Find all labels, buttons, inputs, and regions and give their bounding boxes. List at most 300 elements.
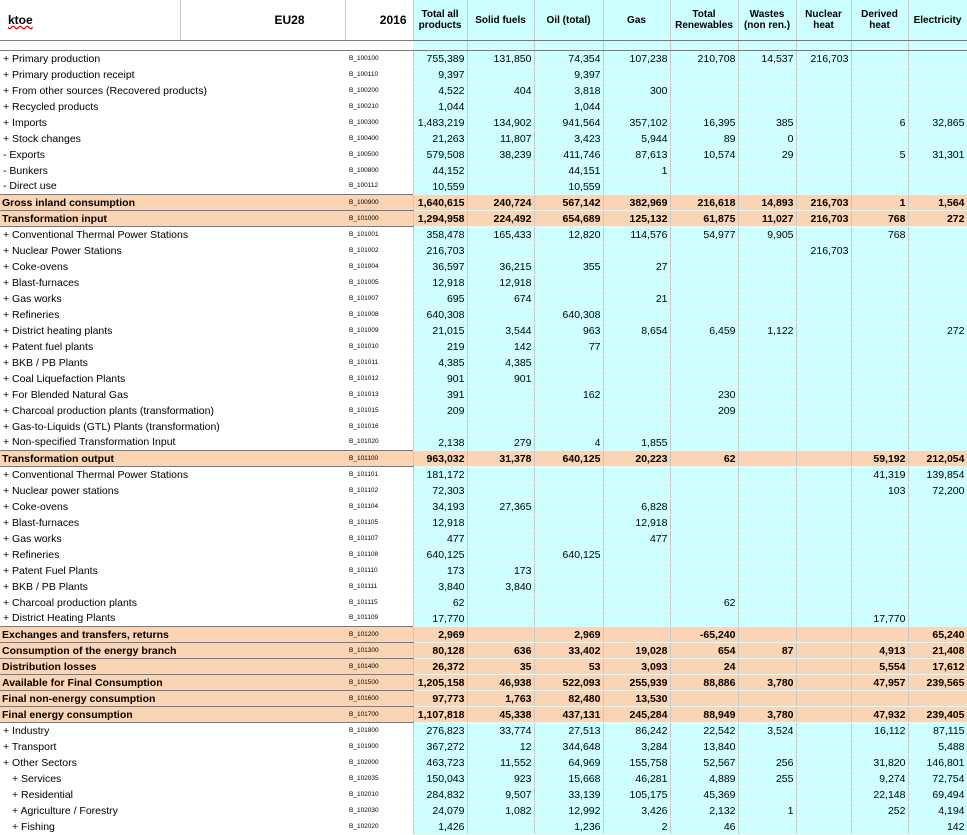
cell-total-all-products [413, 419, 467, 435]
cell-gas [603, 387, 670, 403]
table-row [0, 819, 967, 835]
col-header-total-renewables: Total Renewables [670, 0, 738, 41]
cell-total-all-products: 284,832 [413, 787, 467, 803]
cell-derived-heat [851, 291, 908, 307]
cell-nuclear-heat [796, 739, 851, 755]
cell-wastes-non-ren [738, 467, 796, 483]
cell-derived-heat [851, 339, 908, 355]
cell-solid-fuels: 636 [467, 643, 534, 659]
spacer-cell [534, 41, 603, 51]
table-row [0, 579, 967, 595]
cell-total-renewables [670, 547, 738, 563]
cell-solid-fuels: 165,433 [467, 227, 534, 243]
cell-nuclear-heat [796, 627, 851, 643]
cell-wastes-non-ren: 1 [738, 803, 796, 819]
cell-electricity [908, 291, 967, 307]
cell-electricity [908, 227, 967, 243]
cell-solid-fuels [467, 163, 534, 179]
row-code: B_101800 [349, 726, 379, 734]
cell-electricity [908, 531, 967, 547]
cell-electricity: 139,854 [908, 467, 967, 483]
cell-nuclear-heat [796, 787, 851, 803]
cell-nuclear-heat [796, 419, 851, 435]
cell-nuclear-heat [796, 403, 851, 419]
cell-solid-fuels [467, 419, 534, 435]
cell-gas: 3,284 [603, 739, 670, 755]
cell-solid-fuels [467, 611, 534, 627]
cell-electricity: 17,612 [908, 659, 967, 675]
cell-total-renewables [670, 259, 738, 275]
cell-electricity [908, 419, 967, 435]
cell-gas [603, 355, 670, 371]
cell-total-all-products: 4,385 [413, 355, 467, 371]
cell-derived-heat: 103 [851, 483, 908, 499]
cell-total-all-products: 1,107,818 [413, 707, 467, 723]
row-label: + Agriculture / Forestry [12, 804, 118, 817]
row-label: - Exports [3, 148, 46, 161]
cell-electricity: 69,494 [908, 787, 967, 803]
cell-oil-total: 3,423 [534, 131, 603, 147]
cell-derived-heat [851, 355, 908, 371]
cell-oil-total [534, 483, 603, 499]
cell-solid-fuels: 224,492 [467, 211, 534, 227]
cell-nuclear-heat [796, 115, 851, 131]
cell-gas [603, 307, 670, 323]
row-label: Consumption of the energy branch [0, 643, 345, 659]
cell-total-renewables: 6,459 [670, 323, 738, 339]
cell-electricity [908, 99, 967, 115]
cell-wastes-non-ren [738, 291, 796, 307]
cell-derived-heat [851, 579, 908, 595]
cell-oil-total: 3,818 [534, 83, 603, 99]
col-header-solid-fuels: Solid fuels [467, 0, 534, 41]
cell-total-all-products: 17,770 [413, 611, 467, 627]
table-row [0, 323, 967, 339]
cell-wastes-non-ren: 1,122 [738, 323, 796, 339]
table-row [0, 371, 967, 387]
cell-electricity: 32,865 [908, 115, 967, 131]
row-code: B_102000 [349, 758, 379, 766]
cell-gas: 13,530 [603, 691, 670, 707]
cell-total-all-products: 3,840 [413, 579, 467, 595]
cell-gas: 5,944 [603, 131, 670, 147]
cell-oil-total [534, 419, 603, 435]
cell-nuclear-heat: 216,703 [796, 195, 851, 211]
row-label: - Bunkers [3, 164, 48, 177]
cell-wastes-non-ren [738, 611, 796, 627]
cell-wastes-non-ren [738, 339, 796, 355]
cell-wastes-non-ren [738, 419, 796, 435]
cell-oil-total: 640,125 [534, 547, 603, 563]
cell-derived-heat [851, 435, 908, 451]
table-row [0, 611, 967, 627]
cell-solid-fuels: 31,378 [467, 451, 534, 467]
cell-nuclear-heat [796, 163, 851, 179]
aggregate-row [0, 211, 967, 227]
cell-wastes-non-ren: 3,524 [738, 723, 796, 739]
balance-rows [0, 41, 967, 835]
cell-wastes-non-ren [738, 275, 796, 291]
cell-total-renewables: 88,949 [670, 707, 738, 723]
row-label: + Industry [3, 724, 50, 737]
cell-total-all-products: 21,263 [413, 131, 467, 147]
cell-wastes-non-ren: 255 [738, 771, 796, 787]
spacer-cell [603, 41, 670, 51]
cell-electricity [908, 131, 967, 147]
cell-electricity [908, 307, 967, 323]
table-row [0, 595, 967, 611]
cell-nuclear-heat [796, 131, 851, 147]
cell-nuclear-heat [796, 483, 851, 499]
cell-wastes-non-ren: 256 [738, 755, 796, 771]
cell-total-all-products: 1,483,219 [413, 115, 467, 131]
cell-wastes-non-ren [738, 67, 796, 83]
cell-wastes-non-ren [738, 83, 796, 99]
row-code: B_100100 [349, 54, 379, 62]
cell-wastes-non-ren [738, 435, 796, 451]
cell-oil-total: 77 [534, 339, 603, 355]
cell-electricity [908, 83, 967, 99]
cell-wastes-non-ren [738, 99, 796, 115]
row-code: B_102010 [349, 790, 379, 798]
cell-solid-fuels [467, 307, 534, 323]
cell-derived-heat [851, 371, 908, 387]
col-header-oil-total: Oil (total) [534, 0, 603, 41]
cell-total-all-products: 367,272 [413, 739, 467, 755]
row-label: + Services [12, 772, 62, 785]
cell-gas: 6,828 [603, 499, 670, 515]
row-label: Distribution losses [0, 659, 345, 675]
cell-derived-heat [851, 739, 908, 755]
row-code: B_101001 [349, 230, 379, 238]
cell-electricity [908, 403, 967, 419]
table-row [0, 483, 967, 499]
cell-total-renewables: 13,840 [670, 739, 738, 755]
cell-derived-heat: 1 [851, 195, 908, 211]
cell-electricity [908, 563, 967, 579]
cell-solid-fuels [467, 531, 534, 547]
cell-wastes-non-ren: 14,893 [738, 195, 796, 211]
cell-oil-total: 4 [534, 435, 603, 451]
cell-gas [603, 627, 670, 643]
cell-derived-heat [851, 275, 908, 291]
cell-electricity: 272 [908, 323, 967, 339]
cell-gas: 19,028 [603, 643, 670, 659]
cell-electricity [908, 611, 967, 627]
cell-oil-total: 941,564 [534, 115, 603, 131]
cell-oil-total [534, 403, 603, 419]
cell-nuclear-heat [796, 723, 851, 739]
cell-total-renewables: 24 [670, 659, 738, 675]
cell-total-all-products: 358,478 [413, 227, 467, 243]
aggregate-row [0, 675, 967, 691]
unit-label [0, 0, 180, 41]
cell-total-renewables [670, 515, 738, 531]
cell-total-renewables: 210,708 [670, 51, 738, 67]
cell-solid-fuels: 12 [467, 739, 534, 755]
cell-gas [603, 579, 670, 595]
cell-nuclear-heat [796, 387, 851, 403]
row-label: + Coke-ovens [3, 500, 69, 513]
cell-total-renewables [670, 499, 738, 515]
cell-total-all-products: 97,773 [413, 691, 467, 707]
cell-total-renewables: -65,240 [670, 627, 738, 643]
cell-gas [603, 467, 670, 483]
cell-solid-fuels [467, 595, 534, 611]
cell-nuclear-heat [796, 659, 851, 675]
cell-gas [603, 403, 670, 419]
cell-total-renewables: 654 [670, 643, 738, 659]
cell-total-renewables [670, 531, 738, 547]
cell-gas [603, 563, 670, 579]
cell-derived-heat [851, 51, 908, 67]
cell-solid-fuels: 1,082 [467, 803, 534, 819]
cell-nuclear-heat [796, 371, 851, 387]
cell-gas [603, 179, 670, 195]
cell-total-all-products: 695 [413, 291, 467, 307]
row-label: + Patent Fuel Plants [3, 564, 98, 577]
cell-derived-heat: 47,932 [851, 707, 908, 723]
cell-solid-fuels: 901 [467, 371, 534, 387]
cell-total-renewables [670, 243, 738, 259]
cell-gas [603, 419, 670, 435]
cell-total-all-products: 1,640,615 [413, 195, 467, 211]
cell-solid-fuels: 12,918 [467, 275, 534, 291]
cell-derived-heat [851, 99, 908, 115]
cell-wastes-non-ren [738, 819, 796, 835]
cell-oil-total: 1,044 [534, 99, 603, 115]
cell-total-all-products: 72,303 [413, 483, 467, 499]
cell-solid-fuels: 279 [467, 435, 534, 451]
row-label: + Stock changes [3, 132, 81, 145]
cell-solid-fuels: 1,763 [467, 691, 534, 707]
cell-nuclear-heat [796, 339, 851, 355]
cell-total-renewables [670, 691, 738, 707]
cell-electricity: 65,240 [908, 627, 967, 643]
cell-wastes-non-ren [738, 499, 796, 515]
cell-solid-fuels: 134,902 [467, 115, 534, 131]
cell-total-all-products: 36,597 [413, 259, 467, 275]
spacer-cell [180, 41, 345, 51]
table-row [0, 67, 967, 83]
cell-electricity [908, 579, 967, 595]
table-row [0, 291, 967, 307]
cell-nuclear-heat [796, 307, 851, 323]
cell-gas: 255,939 [603, 675, 670, 691]
row-code: B_101009 [349, 326, 379, 334]
cell-oil-total: 963 [534, 323, 603, 339]
cell-nuclear-heat [796, 275, 851, 291]
cell-total-all-products: 219 [413, 339, 467, 355]
cell-solid-fuels: 38,239 [467, 147, 534, 163]
cell-oil-total: 27,513 [534, 723, 603, 739]
cell-oil-total [534, 563, 603, 579]
cell-wastes-non-ren [738, 515, 796, 531]
row-label: Available for Final Consumption [0, 675, 345, 691]
cell-total-all-products: 44,152 [413, 163, 467, 179]
cell-electricity: 239,565 [908, 675, 967, 691]
cell-derived-heat: 4,913 [851, 643, 908, 659]
cell-derived-heat: 31,820 [851, 755, 908, 771]
cell-electricity [908, 515, 967, 531]
cell-wastes-non-ren [738, 547, 796, 563]
cell-electricity: 142 [908, 819, 967, 835]
cell-total-renewables: 230 [670, 387, 738, 403]
row-label: + Nuclear power stations [3, 484, 119, 497]
cell-solid-fuels: 3,840 [467, 579, 534, 595]
row-code: B_102020 [349, 822, 379, 830]
row-label: + Gas works [3, 532, 62, 545]
row-code: B_101005 [349, 278, 379, 286]
cell-oil-total [534, 499, 603, 515]
row-code: B_101111 [349, 582, 378, 590]
cell-total-renewables [670, 67, 738, 83]
row-code: B_101000 [345, 211, 413, 227]
cell-oil-total: 74,354 [534, 51, 603, 67]
row-code: B_101500 [345, 675, 413, 691]
cell-oil-total: 522,093 [534, 675, 603, 691]
cell-total-all-products: 21,015 [413, 323, 467, 339]
spacer-cell [413, 41, 467, 51]
row-label: Exchanges and transfers, returns [0, 627, 345, 643]
row-code: B_101105 [349, 518, 379, 526]
row-code: B_101012 [349, 374, 379, 382]
row-label: + Transport [3, 740, 57, 753]
table-row [0, 307, 967, 323]
cell-nuclear-heat [796, 179, 851, 195]
cell-oil-total: 437,131 [534, 707, 603, 723]
cell-nuclear-heat [796, 83, 851, 99]
cell-electricity [908, 163, 967, 179]
cell-total-renewables: 2,132 [670, 803, 738, 819]
cell-oil-total [534, 531, 603, 547]
row-code: B_101104 [349, 502, 379, 510]
aggregate-row [0, 643, 967, 659]
table-row [0, 531, 967, 547]
cell-nuclear-heat [796, 67, 851, 83]
cell-total-renewables: 54,977 [670, 227, 738, 243]
cell-oil-total: 411,746 [534, 147, 603, 163]
cell-total-all-products: 755,389 [413, 51, 467, 67]
cell-derived-heat [851, 515, 908, 531]
cell-derived-heat: 768 [851, 227, 908, 243]
cell-derived-heat [851, 691, 908, 707]
cell-gas: 1,855 [603, 435, 670, 451]
spacer-cell [670, 41, 738, 51]
cell-derived-heat: 768 [851, 211, 908, 227]
cell-total-renewables: 88,886 [670, 675, 738, 691]
aggregate-row [0, 707, 967, 723]
cell-oil-total [534, 595, 603, 611]
row-label: + Coal Liquefaction Plants [3, 372, 126, 385]
cell-wastes-non-ren [738, 787, 796, 803]
cell-oil-total: 12,992 [534, 803, 603, 819]
cell-total-all-products: 12,918 [413, 275, 467, 291]
cell-total-all-products: 209 [413, 403, 467, 419]
cell-solid-fuels: 131,850 [467, 51, 534, 67]
row-code: B_101015 [349, 406, 379, 414]
cell-nuclear-heat [796, 611, 851, 627]
spacer-cell [796, 41, 851, 51]
row-label: + Conventional Thermal Power Stations [3, 228, 189, 241]
row-code: B_101008 [349, 310, 379, 318]
col-header-gas: Gas [603, 0, 670, 41]
row-code: B_101300 [345, 643, 413, 659]
cell-nuclear-heat [796, 515, 851, 531]
cell-wastes-non-ren [738, 531, 796, 547]
row-label: Final energy consumption [0, 707, 345, 723]
aggregate-row [0, 195, 967, 211]
cell-nuclear-heat [796, 451, 851, 467]
cell-gas: 12,918 [603, 515, 670, 531]
cell-total-all-products: 26,372 [413, 659, 467, 675]
cell-derived-heat [851, 499, 908, 515]
cell-nuclear-heat [796, 707, 851, 723]
cell-wastes-non-ren: 87 [738, 643, 796, 659]
unit-text: ktoe [8, 13, 33, 27]
row-code: B_101013 [349, 390, 379, 398]
row-code: B_101007 [349, 294, 379, 302]
cell-total-renewables [670, 435, 738, 451]
cell-total-all-products: 24,079 [413, 803, 467, 819]
row-code: B_101700 [345, 707, 413, 723]
cell-solid-fuels: 142 [467, 339, 534, 355]
cell-nuclear-heat [796, 755, 851, 771]
header-row [0, 0, 967, 41]
cell-derived-heat: 5,554 [851, 659, 908, 675]
cell-wastes-non-ren [738, 595, 796, 611]
cell-total-all-products: 1,044 [413, 99, 467, 115]
cell-total-renewables: 62 [670, 451, 738, 467]
row-code: B_101400 [345, 659, 413, 675]
cell-total-all-products: 62 [413, 595, 467, 611]
cell-electricity: 87,115 [908, 723, 967, 739]
cell-solid-fuels: 923 [467, 771, 534, 787]
table-row [0, 99, 967, 115]
cell-derived-heat: 16,112 [851, 723, 908, 739]
cell-total-all-products: 1,294,958 [413, 211, 467, 227]
row-label: - Direct use [3, 180, 57, 193]
col-header-nuclear-heat: Nuclear heat [796, 0, 851, 41]
row-code: B_100300 [349, 118, 379, 126]
table-row [0, 83, 967, 99]
cell-solid-fuels [467, 179, 534, 195]
cell-nuclear-heat [796, 803, 851, 819]
cell-oil-total: 9,397 [534, 67, 603, 83]
row-label: Transformation input [0, 211, 345, 227]
cell-nuclear-heat [796, 259, 851, 275]
cell-total-renewables: 22,542 [670, 723, 738, 739]
cell-total-all-products: 391 [413, 387, 467, 403]
cell-nuclear-heat [796, 563, 851, 579]
table-row [0, 227, 967, 243]
cell-electricity: 146,801 [908, 755, 967, 771]
row-label: + Conventional Thermal Power Stations [3, 468, 189, 481]
cell-nuclear-heat [796, 675, 851, 691]
cell-derived-heat [851, 419, 908, 435]
row-code: B_100900 [345, 195, 413, 211]
cell-derived-heat [851, 595, 908, 611]
row-label: + District heating plants [3, 324, 113, 337]
cell-solid-fuels [467, 243, 534, 259]
cell-total-all-products: 80,128 [413, 643, 467, 659]
cell-total-all-products: 276,823 [413, 723, 467, 739]
cell-electricity: 5,488 [908, 739, 967, 755]
cell-total-renewables [670, 483, 738, 499]
row-label: + BKB / PB Plants [3, 356, 88, 369]
cell-electricity [908, 259, 967, 275]
table-row [0, 115, 967, 131]
